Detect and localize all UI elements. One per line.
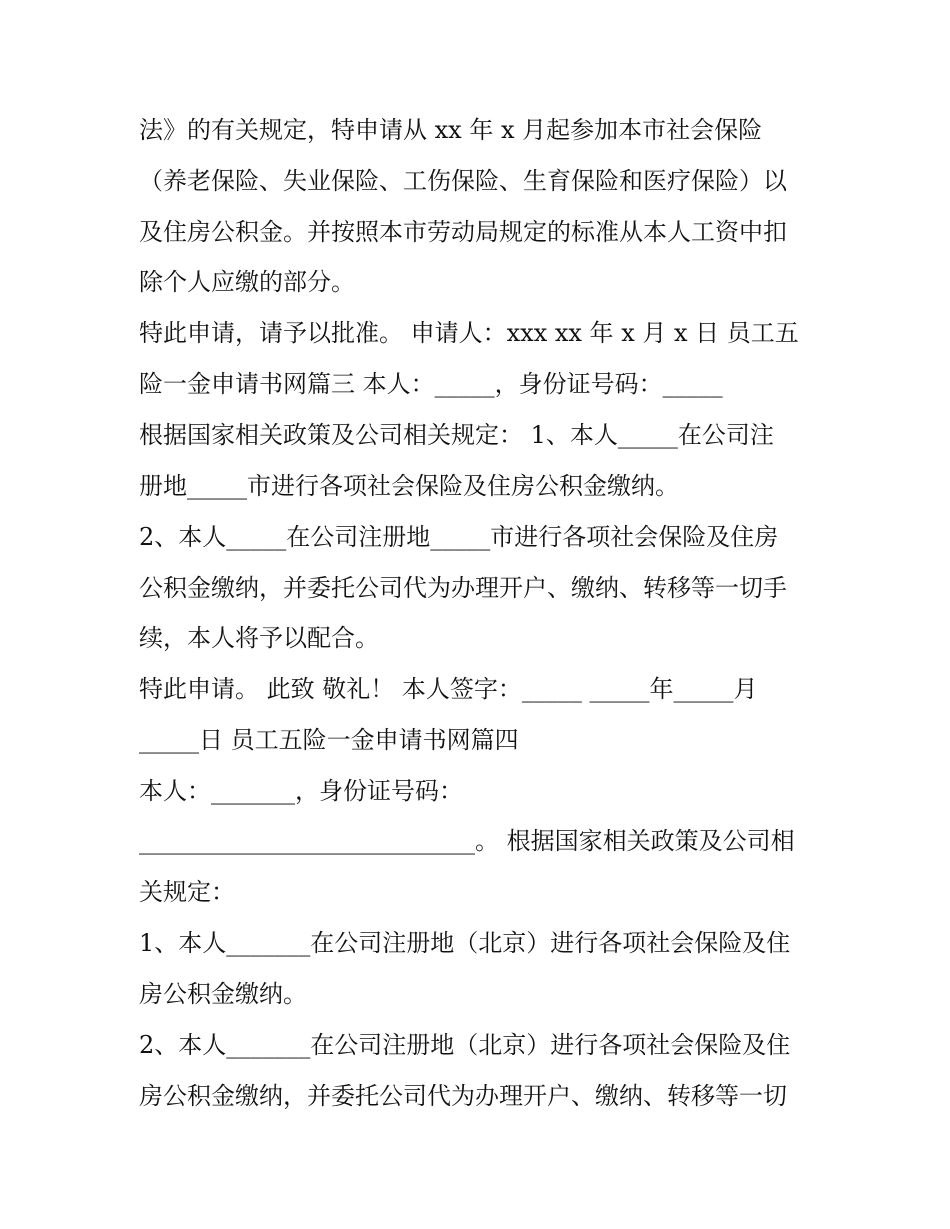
text-line: 特此申请，请予以批准。 申请人：xxx xx 年 x 月 x 日 员工五: [139, 319, 799, 347]
text-line: 1、本人_______在公司注册地（北京）进行各项社会保险及住: [139, 929, 791, 957]
text-line: 除个人应缴的部分。: [139, 268, 355, 296]
text-line: （养老保险、失业保险、工伤保险、生育保险和医疗保险）以: [139, 167, 787, 195]
text-line: 房公积金缴纳。: [139, 980, 307, 1008]
text-line: _____日 员工五险一金申请书网篇四: [139, 726, 519, 754]
text-line: 续，本人将予以配合。: [139, 624, 379, 652]
text-line: 及住房公积金。并按照本市劳动局规定的标准从本人工资中扣: [139, 218, 787, 246]
text-line: 法》的有关规定，特申请从 xx 年 x 月起参加本市社会保险: [139, 116, 763, 144]
text-line: 册地_____市进行各项社会保险及住房公积金缴纳。: [139, 472, 679, 500]
text-line: 根据国家相关政策及公司相关规定： 1、本人_____在公司注: [139, 421, 774, 449]
text-line: 本人：_______，身份证号码：: [139, 777, 463, 805]
text-line: 房公积金缴纳，并委托公司代为办理开户、缴纳、转移等一切: [139, 1082, 787, 1110]
text-line: 险一金申请书网篇三 本人：_____，身份证号码：_____: [139, 370, 723, 398]
text-line: 2、本人_______在公司注册地（北京）进行各项社会保险及住: [139, 1031, 791, 1059]
text-line: 特此申请。 此致 敬礼！ 本人签字：_____ _____年_____月: [139, 675, 758, 703]
text-line: 关规定：: [139, 878, 235, 906]
text-line: 2、本人_____在公司注册地_____市进行各项社会保险及住房: [139, 523, 779, 551]
text-line: 公积金缴纳，并委托公司代为办理开户、缴纳、转移等一切手: [139, 574, 787, 602]
text-line: ____________________________。 根据国家相关政策及公司相: [139, 827, 795, 855]
